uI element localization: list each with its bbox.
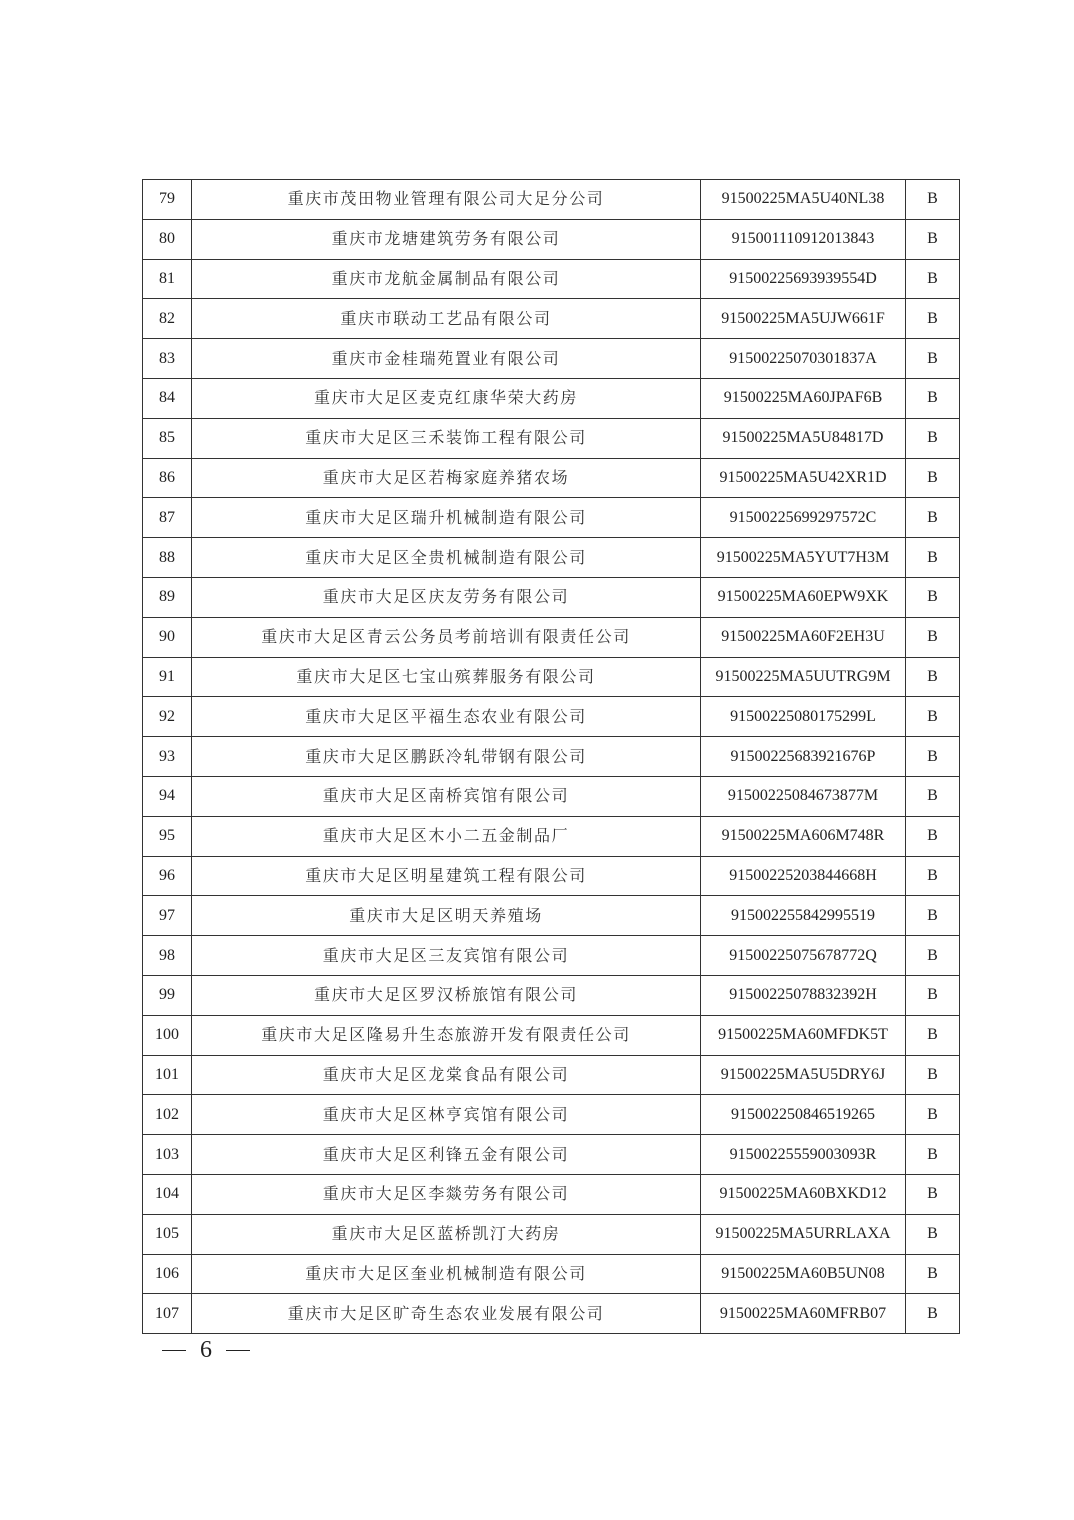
credit-code-cell: 91500225MA60BXKD12 bbox=[701, 1174, 906, 1214]
company-name-cell: 重庆市大足区蓝桥凯汀大药房 bbox=[192, 1214, 701, 1254]
row-number-cell: 97 bbox=[143, 896, 192, 936]
company-name-cell: 重庆市大足区南桥宾馆有限公司 bbox=[192, 776, 701, 816]
table-row bbox=[143, 896, 960, 936]
company-name-cell: 重庆市大足区明天养殖场 bbox=[192, 896, 701, 936]
page-number: 6 bbox=[200, 1337, 212, 1363]
credit-code-cell: 91500225MA5U5DRY6J bbox=[701, 1055, 906, 1095]
table-row bbox=[143, 339, 960, 379]
table-row bbox=[143, 538, 960, 578]
row-number-cell: 106 bbox=[143, 1254, 192, 1294]
row-number-cell: 103 bbox=[143, 1135, 192, 1175]
company-name-cell: 重庆市大足区明星建筑工程有限公司 bbox=[192, 856, 701, 896]
table-row bbox=[143, 458, 960, 498]
table-row bbox=[143, 936, 960, 976]
table-row bbox=[143, 498, 960, 538]
credit-grade-cell: B bbox=[906, 219, 960, 259]
credit-code-cell: 91500225MA5UUTRG9M bbox=[701, 657, 906, 697]
credit-grade-cell: B bbox=[906, 975, 960, 1015]
credit-code-cell: 91500225699297572C bbox=[701, 498, 906, 538]
credit-grade-cell: B bbox=[906, 458, 960, 498]
company-name-cell: 重庆市龙塘建筑劳务有限公司 bbox=[192, 219, 701, 259]
enterprise-credit-table bbox=[142, 179, 960, 1334]
credit-grade-cell: B bbox=[906, 339, 960, 379]
row-number-cell: 95 bbox=[143, 816, 192, 856]
credit-grade-cell: B bbox=[906, 856, 960, 896]
row-number-cell: 91 bbox=[143, 657, 192, 697]
credit-code-cell: 91500225075678772Q bbox=[701, 936, 906, 976]
company-name-cell: 重庆市大足区青云公务员考前培训有限责任公司 bbox=[192, 617, 701, 657]
table-row bbox=[143, 259, 960, 299]
row-number-cell: 90 bbox=[143, 617, 192, 657]
table-row bbox=[143, 219, 960, 259]
credit-grade-cell: B bbox=[906, 697, 960, 737]
row-number-cell: 104 bbox=[143, 1174, 192, 1214]
company-name-cell: 重庆市茂田物业管理有限公司大足分公司 bbox=[192, 180, 701, 220]
row-number-cell: 86 bbox=[143, 458, 192, 498]
table-row bbox=[143, 1135, 960, 1175]
company-name-cell: 重庆市大足区三禾装饰工程有限公司 bbox=[192, 418, 701, 458]
credit-grade-cell: B bbox=[906, 936, 960, 976]
credit-grade-cell: B bbox=[906, 617, 960, 657]
row-number-cell: 79 bbox=[143, 180, 192, 220]
company-name-cell: 重庆市大足区平福生态农业有限公司 bbox=[192, 697, 701, 737]
credit-grade-cell: B bbox=[906, 498, 960, 538]
company-name-cell: 重庆市大足区李燚劳务有限公司 bbox=[192, 1174, 701, 1214]
credit-grade-cell: B bbox=[906, 776, 960, 816]
credit-grade-cell: B bbox=[906, 1055, 960, 1095]
row-number-cell: 94 bbox=[143, 776, 192, 816]
table-row bbox=[143, 1055, 960, 1095]
credit-code-cell: 91500225MA60B5UN08 bbox=[701, 1254, 906, 1294]
table-body bbox=[143, 180, 960, 1334]
credit-grade-cell: B bbox=[906, 1174, 960, 1214]
credit-code-cell: 91500225MA60MFDK5T bbox=[701, 1015, 906, 1055]
credit-code-cell: 91500225MA606M748R bbox=[701, 816, 906, 856]
table-row bbox=[143, 816, 960, 856]
row-number-cell: 84 bbox=[143, 378, 192, 418]
company-name-cell: 重庆市大足区奎业机械制造有限公司 bbox=[192, 1254, 701, 1294]
table-row bbox=[143, 657, 960, 697]
credit-grade-cell: B bbox=[906, 896, 960, 936]
company-name-cell: 重庆市大足区麦克红康华荣大药房 bbox=[192, 378, 701, 418]
credit-code-cell: 91500225078832392H bbox=[701, 975, 906, 1015]
credit-grade-cell: B bbox=[906, 378, 960, 418]
row-number-cell: 80 bbox=[143, 219, 192, 259]
row-number-cell: 89 bbox=[143, 577, 192, 617]
credit-code-cell: 91500225MA60JPAF6B bbox=[701, 378, 906, 418]
table-row bbox=[143, 617, 960, 657]
table-row bbox=[143, 1254, 960, 1294]
credit-grade-cell: B bbox=[906, 418, 960, 458]
footer-dash-left bbox=[162, 1350, 186, 1352]
company-name-cell: 重庆市龙航金属制品有限公司 bbox=[192, 259, 701, 299]
credit-grade-cell: B bbox=[906, 1294, 960, 1334]
table-row bbox=[143, 737, 960, 777]
company-name-cell: 重庆市大足区七宝山殡葬服务有限公司 bbox=[192, 657, 701, 697]
page-footer bbox=[162, 1337, 250, 1364]
credit-code-cell: 91500225080175299L bbox=[701, 697, 906, 737]
credit-code-cell: 91500225MA60F2EH3U bbox=[701, 617, 906, 657]
credit-code-cell: 91500225693939554D bbox=[701, 259, 906, 299]
table-row bbox=[143, 1015, 960, 1055]
credit-code-cell: 91500225MA60MFRB07 bbox=[701, 1294, 906, 1334]
credit-grade-cell: B bbox=[906, 1095, 960, 1135]
company-name-cell: 重庆市大足区龙棠食品有限公司 bbox=[192, 1055, 701, 1095]
company-name-cell: 重庆市大足区三友宾馆有限公司 bbox=[192, 936, 701, 976]
table-row bbox=[143, 776, 960, 816]
table-row bbox=[143, 1095, 960, 1135]
company-name-cell: 重庆市大足区利锋五金有限公司 bbox=[192, 1135, 701, 1175]
company-name-cell: 重庆市大足区隆易升生态旅游开发有限责任公司 bbox=[192, 1015, 701, 1055]
credit-grade-cell: B bbox=[906, 538, 960, 578]
credit-grade-cell: B bbox=[906, 1015, 960, 1055]
credit-code-cell: 91500225MA5URRLAXA bbox=[701, 1214, 906, 1254]
table-row bbox=[143, 975, 960, 1015]
credit-grade-cell: B bbox=[906, 1135, 960, 1175]
credit-code-cell: 91500225MA5UJW661F bbox=[701, 299, 906, 339]
row-number-cell: 87 bbox=[143, 498, 192, 538]
table-row bbox=[143, 697, 960, 737]
credit-grade-cell: B bbox=[906, 259, 960, 299]
company-name-cell: 重庆市大足区瑞升机械制造有限公司 bbox=[192, 498, 701, 538]
table-row bbox=[143, 1174, 960, 1214]
credit-code-cell: 91500225MA5U42XR1D bbox=[701, 458, 906, 498]
row-number-cell: 88 bbox=[143, 538, 192, 578]
credit-grade-cell: B bbox=[906, 180, 960, 220]
company-name-cell: 重庆市大足区鹏跃冷轧带钢有限公司 bbox=[192, 737, 701, 777]
credit-code-cell: 915001110912013843 bbox=[701, 219, 906, 259]
credit-code-cell: 91500225MA5U84817D bbox=[701, 418, 906, 458]
table-row bbox=[143, 180, 960, 220]
credit-code-cell: 915002255842995519 bbox=[701, 896, 906, 936]
row-number-cell: 93 bbox=[143, 737, 192, 777]
table-row bbox=[143, 1214, 960, 1254]
row-number-cell: 83 bbox=[143, 339, 192, 379]
company-name-cell: 重庆市大足区罗汉桥旅馆有限公司 bbox=[192, 975, 701, 1015]
credit-grade-cell: B bbox=[906, 657, 960, 697]
credit-code-cell: 91500225070301837A bbox=[701, 339, 906, 379]
company-name-cell: 重庆市大足区庆友劳务有限公司 bbox=[192, 577, 701, 617]
company-name-cell: 重庆市大足区全贵机械制造有限公司 bbox=[192, 538, 701, 578]
company-name-cell: 重庆市金桂瑞苑置业有限公司 bbox=[192, 339, 701, 379]
company-name-cell: 重庆市大足区林亨宾馆有限公司 bbox=[192, 1095, 701, 1135]
row-number-cell: 105 bbox=[143, 1214, 192, 1254]
row-number-cell: 100 bbox=[143, 1015, 192, 1055]
credit-grade-cell: B bbox=[906, 577, 960, 617]
credit-grade-cell: B bbox=[906, 299, 960, 339]
company-name-cell: 重庆市大足区旷奇生态农业发展有限公司 bbox=[192, 1294, 701, 1334]
company-name-cell: 重庆市联动工艺品有限公司 bbox=[192, 299, 701, 339]
credit-grade-cell: B bbox=[906, 737, 960, 777]
credit-code-cell: 91500225084673877M bbox=[701, 776, 906, 816]
row-number-cell: 82 bbox=[143, 299, 192, 339]
table-row bbox=[143, 378, 960, 418]
table-row bbox=[143, 577, 960, 617]
row-number-cell: 98 bbox=[143, 936, 192, 976]
row-number-cell: 107 bbox=[143, 1294, 192, 1334]
credit-grade-cell: B bbox=[906, 1254, 960, 1294]
credit-code-cell: 91500225559003093R bbox=[701, 1135, 906, 1175]
credit-grade-cell: B bbox=[906, 816, 960, 856]
table-row bbox=[143, 418, 960, 458]
credit-grade-cell: B bbox=[906, 1214, 960, 1254]
company-name-cell: 重庆市大足区木小二五金制品厂 bbox=[192, 816, 701, 856]
row-number-cell: 101 bbox=[143, 1055, 192, 1095]
row-number-cell: 99 bbox=[143, 975, 192, 1015]
row-number-cell: 85 bbox=[143, 418, 192, 458]
company-name-cell: 重庆市大足区若梅家庭养猪农场 bbox=[192, 458, 701, 498]
table-row bbox=[143, 1294, 960, 1334]
row-number-cell: 96 bbox=[143, 856, 192, 896]
credit-code-cell: 91500225683921676P bbox=[701, 737, 906, 777]
table-row bbox=[143, 856, 960, 896]
credit-code-cell: 91500225MA60EPW9XK bbox=[701, 577, 906, 617]
row-number-cell: 92 bbox=[143, 697, 192, 737]
footer-dash-right bbox=[226, 1350, 250, 1352]
row-number-cell: 81 bbox=[143, 259, 192, 299]
credit-code-cell: 91500225203844668H bbox=[701, 856, 906, 896]
table-row bbox=[143, 299, 960, 339]
credit-code-cell: 91500225MA5U40NL38 bbox=[701, 180, 906, 220]
row-number-cell: 102 bbox=[143, 1095, 192, 1135]
credit-code-cell: 91500225MA5YUT7H3M bbox=[701, 538, 906, 578]
credit-code-cell: 915002250846519265 bbox=[701, 1095, 906, 1135]
